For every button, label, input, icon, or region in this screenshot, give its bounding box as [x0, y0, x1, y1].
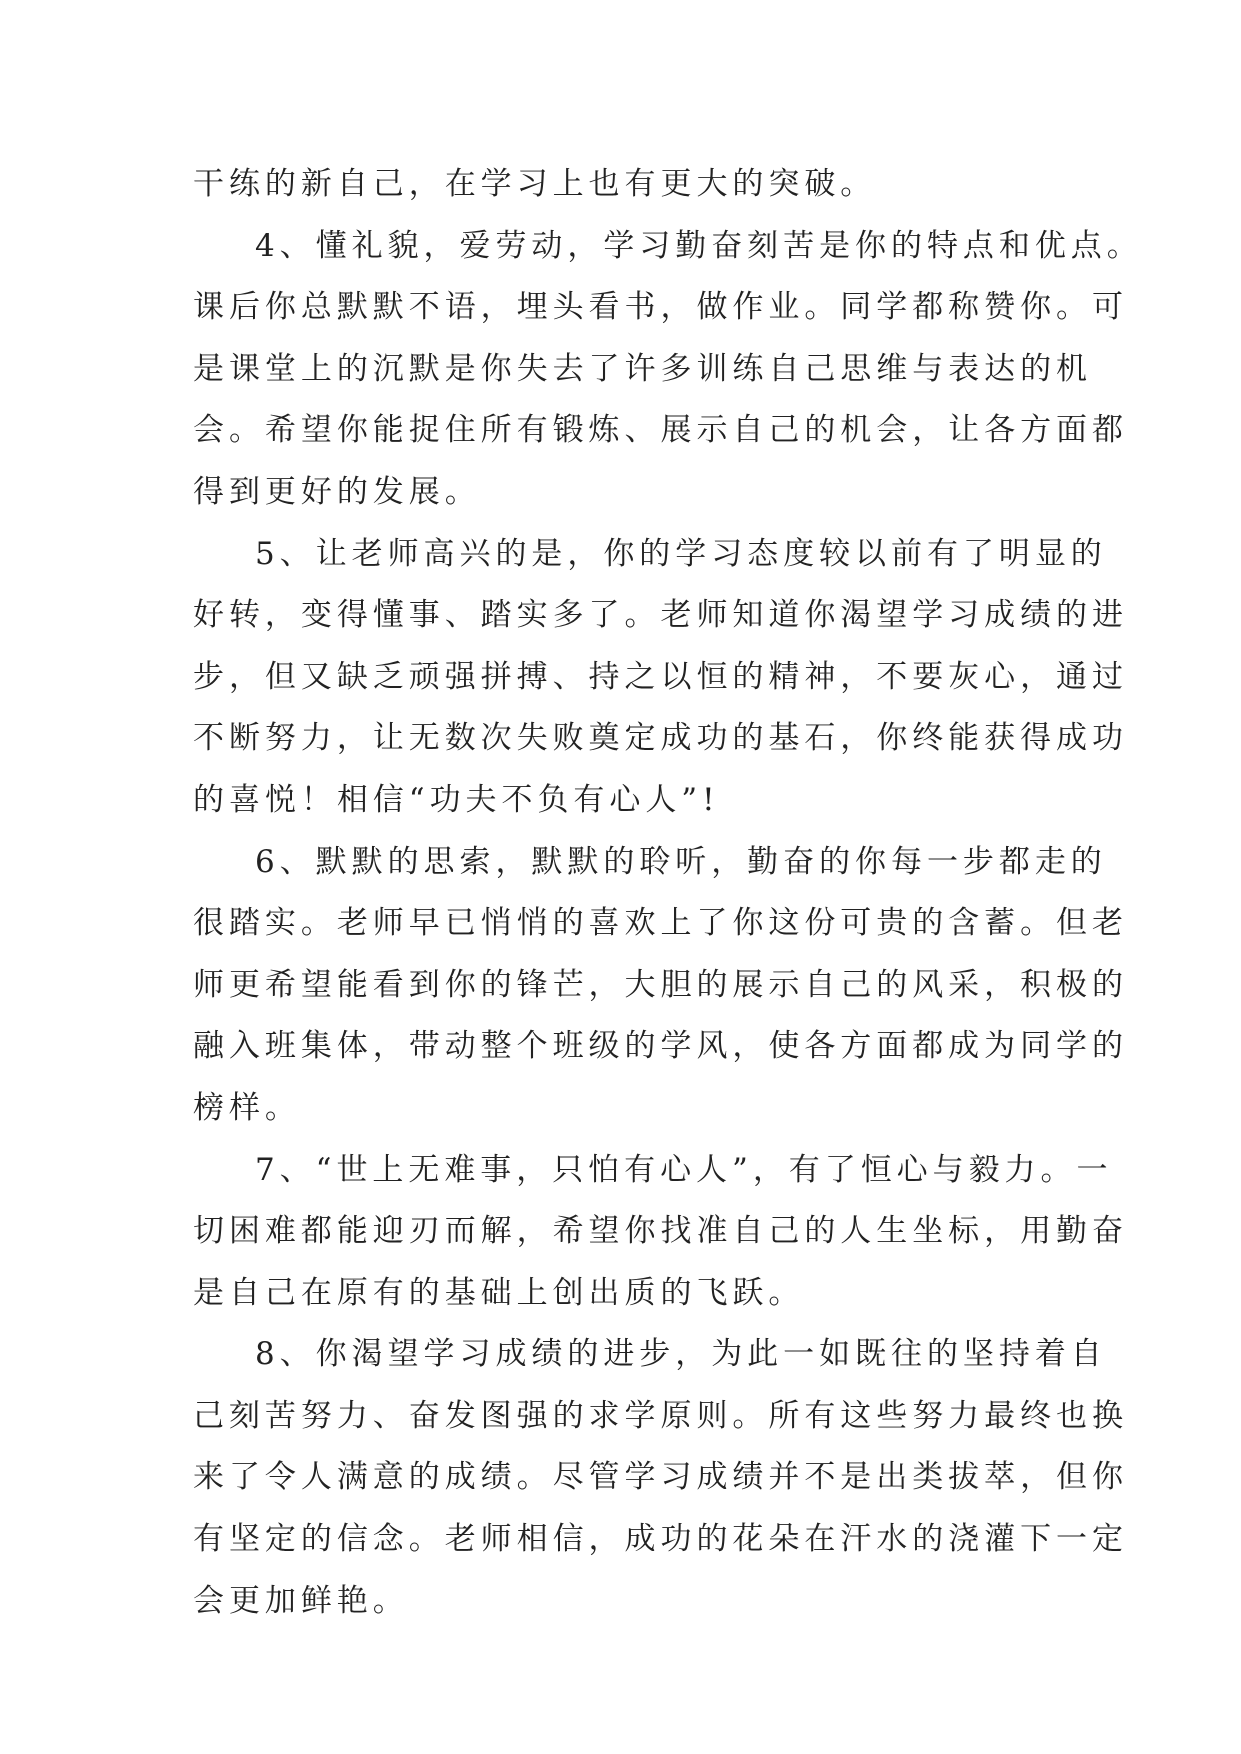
- text-line: 师更希望能看到你的锋芒，大胆的展示自己的风采，积极的: [193, 966, 1128, 1003]
- item-6-line: 6、默默的思索，默默的聆听，勤奋的你每一步都走的: [255, 843, 1107, 880]
- item-8-line: 8、你渴望学习成绩的进步，为此一如既往的坚持着自: [255, 1336, 1107, 1373]
- text-line: 的喜悦！相信“功夫不负有心人”!: [193, 781, 720, 818]
- text-line: 榜样。: [193, 1089, 301, 1126]
- text-line: 步，但又缺乏顽强拼搏、持之以恒的精神，不要灰心，通过: [193, 658, 1128, 695]
- text-line: 有坚定的信念。老师相信，成功的花朵在汗水的浇灌下一定: [193, 1521, 1128, 1558]
- text-line: 很踏实。老师早已悄悄的喜欢上了你这份可贵的含蓄。但老: [193, 905, 1128, 942]
- text-line: 己刻苦努力、奋发图强的求学原则。所有这些努力最终也换: [193, 1397, 1128, 1434]
- item-4-line: 4、懂礼貌，爱劳动，学习勤奋刻苦是你的特点和优点。: [255, 227, 1143, 264]
- text-line: 好转，变得懂事、踏实多了。老师知道你渴望学习成绩的进: [193, 597, 1128, 634]
- text-line: 是课堂上的沉默是你失去了许多训练自己思维与表达的机: [193, 350, 1092, 387]
- text-line: 融入班集体，带动整个班级的学风，使各方面都成为同学的: [193, 1028, 1128, 1065]
- text-line: 不断努力，让无数次失败奠定成功的基石，你终能获得成功: [193, 720, 1128, 757]
- document-body: [193, 154, 1143, 1632]
- text-line: 是自己在原有的基础上创出质的飞跃。: [193, 1274, 805, 1311]
- item-7-line: 7、“世上无难事，只怕有心人”，有了恒心与毅力。一: [255, 1151, 1113, 1188]
- text-line: 干练的新自己，在学习上也有更大的突破。: [193, 166, 877, 202]
- text-line: 来了令人满意的成绩。尽管学习成绩并不是出类拔萃，但你: [193, 1459, 1128, 1496]
- item-5-line: 5、让老师高兴的是，你的学习态度较以前有了明显的: [255, 535, 1107, 572]
- text-line: 课后你总默默不语，埋头看书，做作业。同学都称赞你。可: [193, 289, 1128, 326]
- text-line: 切困难都能迎刃而解，希望你找准自己的人生坐标，用勤奋: [193, 1213, 1128, 1250]
- text-line: 会。希望你能捉住所有锻炼、展示自己的机会，让各方面都: [193, 412, 1128, 449]
- text-line: 会更加鲜艳。: [193, 1582, 409, 1619]
- text-line: 得到更好的发展。: [193, 473, 481, 510]
